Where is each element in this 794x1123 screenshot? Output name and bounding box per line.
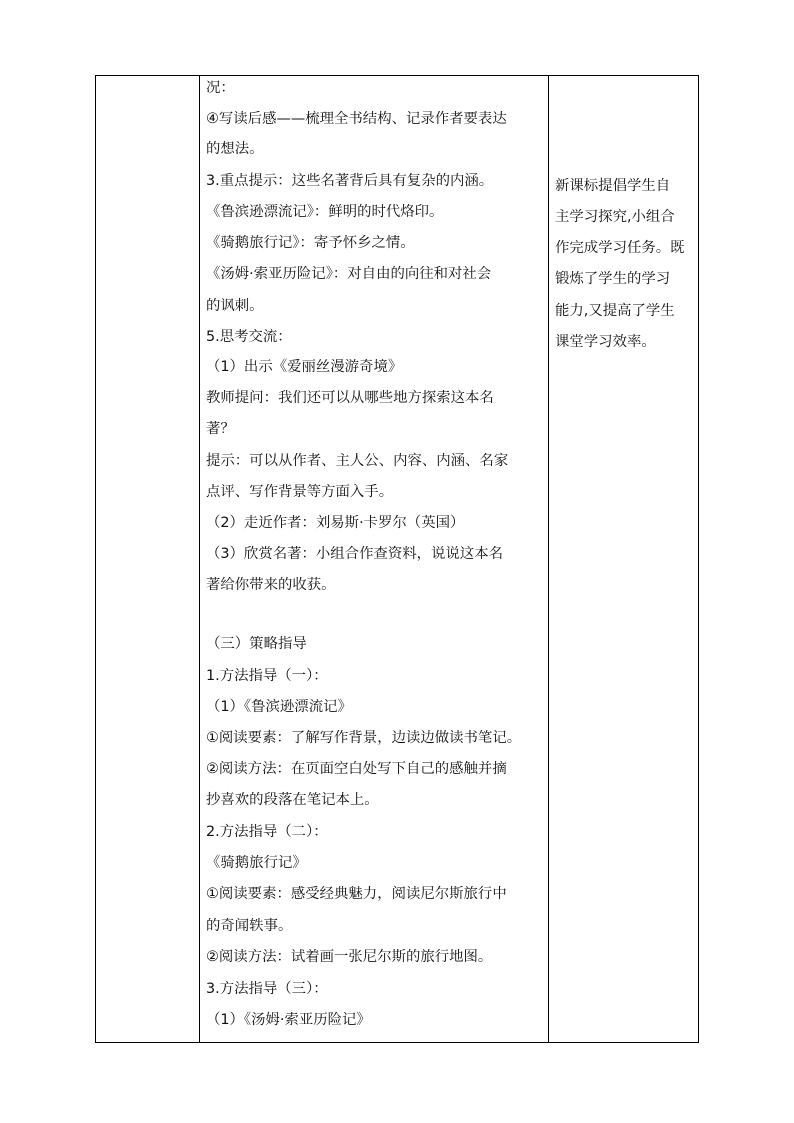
text-line: 3.重点提示：这些名著背后具有复杂的内涵。	[206, 173, 494, 189]
note-line: 作完成学习任务。既	[555, 240, 685, 256]
text-line: 5.思考交流：	[206, 329, 292, 345]
text-line: 点评、写作背景等方面入手。	[206, 484, 394, 500]
text-line: （1）《汤姆·索亚历险记》	[206, 1012, 371, 1028]
text-line: 著？	[206, 421, 235, 437]
text-line: （2）走近作者：刘易斯·卡罗尔（英国）	[206, 515, 465, 531]
note-line: 锻炼了学生的学习	[555, 271, 671, 287]
text-line: 2.方法指导（二）：	[206, 824, 328, 840]
text-line: 《骑鹅旅行记》：寄予怀乡之情。	[206, 235, 415, 251]
text-line: 的想法。	[206, 141, 264, 157]
text-line: （1）《鲁滨逊漂流记》	[206, 699, 352, 715]
text-line: （三）策略指导	[206, 636, 307, 652]
note-line: 能力,又提高了学生	[555, 303, 675, 319]
text-line: 的奇闻轶事。	[206, 918, 293, 934]
text-line: 1.方法指导（一）：	[206, 668, 328, 684]
text-line: 的讽刺。	[206, 298, 264, 314]
text-line: 3.方法指导（三）：	[206, 981, 328, 997]
text-line: 抄喜欢的段落在笔记本上。	[206, 792, 379, 808]
text-line: ②阅读方法：在页面空白处写下自己的感触并摘	[206, 761, 507, 777]
column-divider-left	[199, 76, 200, 1042]
text-line: 提示：可以从作者、主人公、内容、内涵、名家	[206, 453, 509, 469]
text-line: 《汤姆·索亚历险记》：对自由的向往和对社会	[206, 266, 492, 282]
text-line: （3）欣赏名著：小组合作查资料，说说这本名	[206, 546, 503, 562]
note-line: 主学习探究,小组合	[555, 209, 675, 225]
text-line: 著给你带来的收获。	[206, 577, 336, 593]
text-line: ④写读后感——梳理全书结构、记录作者要表达	[206, 111, 507, 127]
lesson-plan-table	[95, 75, 699, 1043]
text-line: 《鲁滨逊漂流记》：鲜明的时代烙印。	[206, 204, 444, 220]
text-line: ①阅读要素：了解写作背景，边读边做读书笔记。	[206, 730, 522, 746]
note-line: 课堂学习效率。	[555, 334, 656, 350]
text-line: 《骑鹅旅行记》	[206, 855, 307, 871]
text-line: ②阅读方法：试着画一张尼尔斯的旅行地图。	[206, 949, 493, 965]
text-line: 教师提问：我们还可以从哪些地方探索这本名	[206, 390, 494, 406]
column-divider-right	[548, 76, 549, 1042]
text-line: （1）出示《爱丽丝漫游奇境》	[206, 359, 403, 375]
text-line: ①阅读要素：感受经典魅力，阅读尼尔斯旅行中	[206, 886, 507, 902]
note-line: 新课标提倡学生自	[555, 178, 671, 194]
text-line: 况：	[206, 80, 235, 96]
